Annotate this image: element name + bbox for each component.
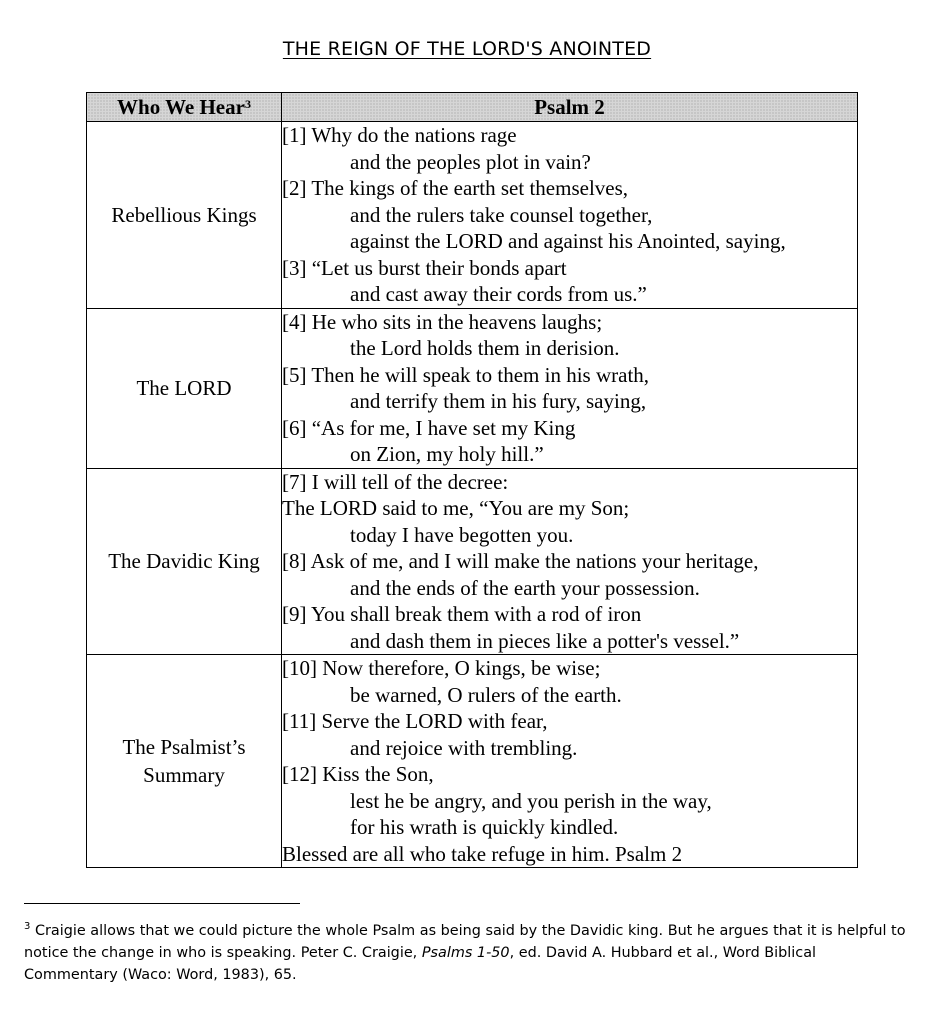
speaker-cell xyxy=(87,655,282,868)
document-title: THE REIGN OF THE LORD'S ANOINTED xyxy=(282,38,652,60)
speaker-label: Rebellious Kings xyxy=(111,202,257,227)
verse-line: [12] Kiss the Son, xyxy=(282,762,434,786)
verse-line: Blessed are all who take refuge in him. Psalm 2 xyxy=(282,841,683,866)
verse-line: The LORD said to me, “You are my Son; xyxy=(282,496,630,520)
speaker-label: The Davidic King xyxy=(108,549,260,574)
verse-line: [6] “As for me, I have set my King xyxy=(282,415,576,440)
speaker-cell xyxy=(87,468,282,655)
verse-line: and the peoples plot in vain? xyxy=(350,149,591,174)
verse-line: [11] Serve the LORD with fear, xyxy=(282,709,548,733)
footnote-book-title: Psalms 1-50 xyxy=(421,944,510,961)
verse-line: be warned, O rulers of the earth. xyxy=(350,682,622,707)
footnote-citation: , ed. David A. Hubbard et al., Word Biblical Commentary (Waco: Word, 1983), 65. xyxy=(24,944,817,983)
psalm-table xyxy=(86,92,858,868)
table-header-row xyxy=(87,93,858,122)
footnote-reference: 3 xyxy=(244,96,251,111)
verse-line: [2] The kings of the earth set themselves, xyxy=(282,176,629,200)
footnote xyxy=(24,916,914,986)
verse-line: [3] “Let us burst their bonds apart xyxy=(282,255,567,280)
verse-line: [10] Now therefore, O kings, be wise; xyxy=(282,656,601,680)
header-who-we-hear: Who We Hear$^3$ xyxy=(87,93,282,122)
verse-line: and the rulers take counsel together, xyxy=(350,202,653,227)
verse-line: and terrify them in his fury, saying, xyxy=(350,389,647,413)
footnote-separator xyxy=(24,903,300,904)
speaker-cell xyxy=(87,122,282,309)
verse-line: the Lord holds them in derision. xyxy=(350,336,620,360)
verse-line: and cast away their cords from us.” xyxy=(350,282,647,306)
table-row xyxy=(87,655,858,868)
verses-cell xyxy=(282,122,858,309)
verse-line: today I have begotten you. xyxy=(350,522,574,547)
speaker-label: Summary xyxy=(143,763,225,787)
verse-line: for his wrath is quickly kindled. xyxy=(350,815,619,839)
verses-cell xyxy=(282,655,858,868)
verse-line: [5] Then he will speak to them in his wrath, xyxy=(282,362,650,387)
speaker-cell xyxy=(87,308,282,468)
footnote-text: Craigie allows that we could picture the whole Psalm as being said by the Davidic king. But he argues that it is helpful to notice the change in who is speaking. Peter C. Craigie, xyxy=(24,922,906,961)
verses-cell xyxy=(282,308,858,468)
speaker-label: The LORD xyxy=(136,376,232,400)
verse-line: lest he be angry, and you perish in the way, xyxy=(350,788,712,813)
verse-line: [8] Ask of me, and I will make the nations your heritage, xyxy=(282,549,759,573)
table-row xyxy=(87,308,858,468)
verse-line: against the LORD and against his Anointed, saying, xyxy=(350,229,786,253)
footnote-marker: 3 xyxy=(24,921,31,932)
speaker-label: The Psalmist’s xyxy=(122,735,246,759)
verse-line: and rejoice with trembling. xyxy=(350,735,578,760)
verse-line: [4] He who sits in the heavens laughs; xyxy=(282,309,603,334)
verse-line: and dash them in pieces like a potter's vessel.” xyxy=(350,628,740,653)
header-psalm: Psalm 2 xyxy=(282,93,858,122)
verse-line: and the ends of the earth your possession. xyxy=(350,575,700,600)
table-row xyxy=(87,122,858,309)
verse-line: [9] You shall break them with a rod of iron xyxy=(282,602,642,626)
verse-line: [7] I will tell of the decree: xyxy=(282,469,509,494)
verses-cell xyxy=(282,468,858,655)
verse-line: on Zion, my holy hill.” xyxy=(350,442,544,466)
table-row xyxy=(87,468,858,655)
verse-line: [1] Why do the nations rage xyxy=(282,123,517,147)
